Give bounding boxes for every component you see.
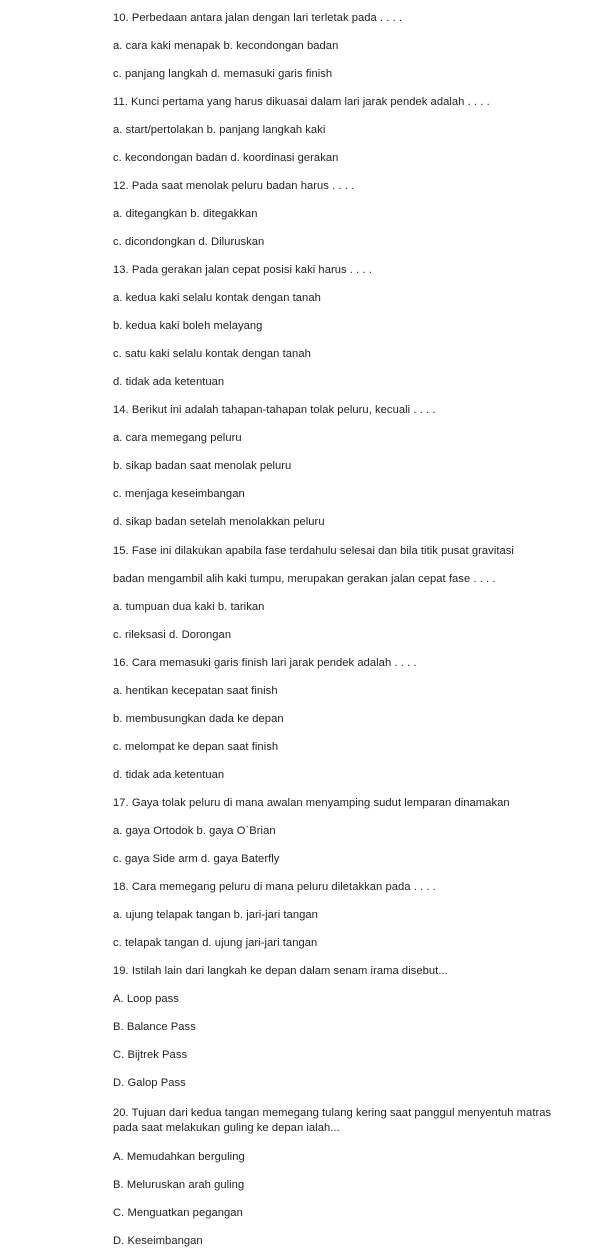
question-20-option-b: B. Meluruskan arah guling [113,1179,245,1191]
question-16-option-d: d. tidak ada ketentuan [113,769,225,781]
question-13: 13. Pada gerakan jalan cepat posisi kaki harus . . . . [113,264,372,276]
question-15-options-ab: a. tumpuan dua kaki b. tarikan [113,601,265,613]
question-16-option-a: a. hentikan kecepatan saat finish [113,685,278,697]
question-17: 17. Gaya tolak peluru di mana awalan menyamping sudut lemparan dinamakan [113,797,510,809]
question-11-options-cd: c. kecondongan badan d. koordinasi gerakan [113,152,339,164]
question-10: 10. Perbedaan antara jalan dengan lari terletak pada . . . . [113,12,403,24]
question-19-option-b: B. Balance Pass [113,1021,196,1033]
question-20-line-2: pada saat melakukan guling ke depan ialah... [113,1122,340,1134]
question-20-option-c: C. Menguatkan pegangan [113,1207,243,1219]
question-18-options-cd: c. telapak tangan d. ujung jari-jari tangan [113,937,318,949]
question-10-options-cd: c. panjang langkah d. memasuki garis finish [113,68,333,80]
question-16-option-c: c. melompat ke depan saat finish [113,741,279,753]
question-18: 18. Cara memegang peluru di mana peluru diletakkan pada . . . . [113,881,436,893]
question-11-options-ab: a. start/pertolakan b. panjang langkah kaki [113,124,326,136]
question-14: 14. Berikut ini adalah tahapan-tahapan tolak peluru, kecuali . . . . [113,404,436,416]
question-12-options-cd: c. dicondongkan d. Diluruskan [113,236,265,248]
question-14-option-b: b. sikap badan saat menolak peluru [113,460,292,472]
question-20-option-d: D. Keseimbangan [113,1235,203,1247]
question-17-options-cd: c. gaya Side arm d. gaya Baterfly [113,853,280,865]
question-15-line-1: 15. Fase ini dilakukan apabila fase terdahulu selesai dan bila titik pusat gravitasi [113,545,514,557]
question-11: 11. Kunci pertama yang harus dikuasai dalam lari jarak pendek adalah . . . . [113,96,490,108]
question-13-option-d: d. tidak ada ketentuan [113,376,225,388]
question-19-option-d: D. Galop Pass [113,1077,186,1089]
question-13-option-b: b. kedua kaki boleh melayang [113,320,263,332]
question-19-option-a: A. Loop pass [113,993,179,1005]
question-14-option-c: c. menjaga keseimbangan [113,488,245,500]
question-14-option-a: a. cara memegang peluru [113,432,242,444]
question-16-option-b: b. membusungkan dada ke depan [113,713,284,725]
question-12-options-ab: a. ditegangkan b. ditegakkan [113,208,258,220]
question-16: 16. Cara memasuki garis finish lari jarak pendek adalah . . . . [113,657,417,669]
question-13-option-c: c. satu kaki selalu kontak dengan tanah [113,348,311,360]
question-14-option-d: d. sikap badan setelah menolakkan peluru [113,516,325,528]
question-13-option-a: a. kedua kaki selalu kontak dengan tanah [113,292,321,304]
question-15-options-cd: c. rileksasi d. Dorongan [113,629,232,641]
question-15-line-2: badan mengambil alih kaki tumpu, merupakan gerakan jalan cepat fase . . . . [113,573,496,585]
question-17-options-ab: a. gaya Ortodok b. gaya O`Brian [113,825,276,837]
question-19-option-c: C. Bijtrek Pass [113,1049,188,1061]
question-20-line-1: 20. Tujuan dari kedua tangan memegang tulang kering saat panggul menyentuh matras [113,1107,552,1119]
question-19: 19. Istilah lain dari langkah ke depan dalam senam irama disebut... [113,965,448,977]
question-12: 12. Pada saat menolak peluru badan harus . . . . [113,180,355,192]
question-10-options-ab: a. cara kaki menapak b. kecondongan badan [113,40,339,52]
question-20-option-a: A. Memudahkan berguling [113,1151,245,1163]
question-18-options-ab: a. ujung telapak tangan b. jari-jari tangan [113,909,318,921]
